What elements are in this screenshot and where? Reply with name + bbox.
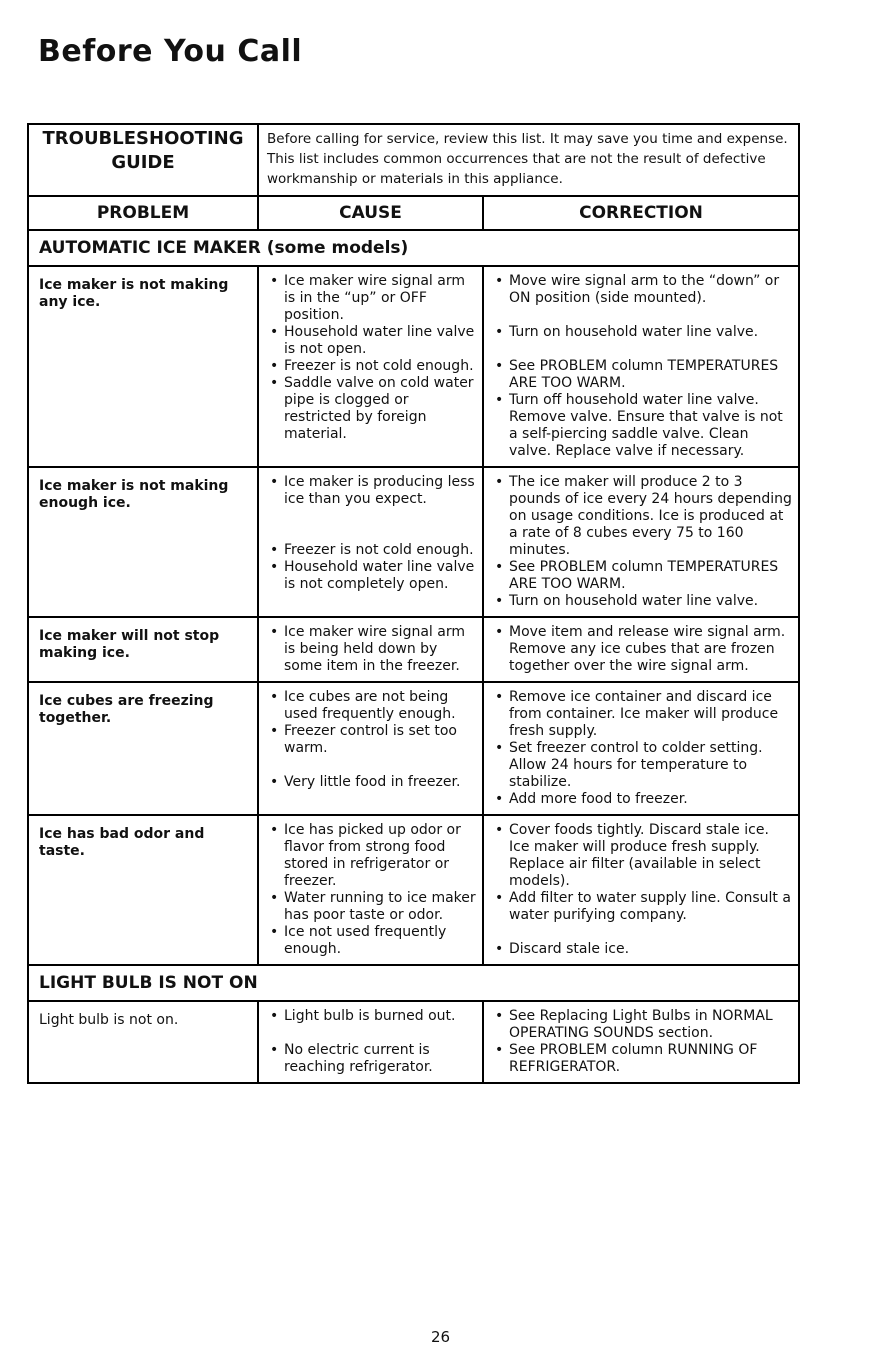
cause-item: • Water running to ice maker has poor taste or odor.: [267, 890, 476, 924]
problem-column-header: PROBLEM: [29, 197, 259, 229]
problem-cell: Ice has bad odor and taste.: [29, 816, 259, 964]
table-row: [29, 468, 798, 618]
correction-item: • Turn on household water line valve.: [492, 324, 792, 341]
guide-header-row: [29, 125, 798, 197]
cause-cell: [259, 618, 484, 681]
cause-item: • Ice not used frequently enough.: [267, 924, 476, 958]
cause-item: • Freezer control is set too warm.: [267, 723, 476, 757]
problem-cell: Ice maker is not making any ice.: [29, 267, 259, 466]
page-number: 26: [430, 1328, 451, 1346]
table-row: [29, 1002, 798, 1082]
section-header-ice-maker: [29, 231, 798, 267]
correction-item: • Move wire signal arm to the “down” or ON position (side mounted).: [492, 273, 792, 307]
correction-item: • See Replacing Light Bulbs in NORMAL OPERATING SOUNDS section.: [492, 1008, 792, 1042]
cause-item: • Household water line valve is not open.: [267, 324, 476, 358]
correction-item: • Set freezer control to colder setting. Allow 24 hours for temperature to stabilize.: [492, 740, 792, 791]
correction-item: • The ice maker will produce 2 to 3 pounds of ice every 24 hours depending on usage conditions. Ice is produced at a rate of 8 cubes every 75 to 160 minutes.: [492, 474, 792, 559]
correction-item: • Cover foods tightly. Discard stale ice. Ice maker will produce fresh supply. Replace air filter (available in select models).: [492, 822, 792, 890]
correction-item: • Move item and release wire signal arm. Remove any ice cubes that are frozen together over the wire signal arm.: [492, 624, 792, 675]
section-title: LIGHT BULB IS NOT ON: [39, 973, 258, 993]
troubleshooting-table: [27, 123, 800, 1084]
problem-cell: Ice cubes are freezing together.: [29, 683, 259, 814]
cause-item: • Ice maker is producing less ice than you expect.: [267, 474, 476, 508]
cause-item: • Ice maker wire signal arm is being held down by some item in the freezer.: [267, 624, 476, 675]
page-title: Before You Call: [38, 34, 303, 69]
cause-item: • No electric current is reaching refrigerator.: [267, 1042, 476, 1076]
cause-item: • Ice has picked up odor or flavor from strong food stored in refrigerator or freezer.: [267, 822, 476, 890]
cause-cell: [259, 1002, 484, 1082]
guide-intro: Before calling for service, review this list. It may save you time and expense. This list includes common occurrences that are not the result of defective workmanship or materials in this appliance.: [267, 131, 788, 187]
guide-title: [29, 125, 259, 195]
correction-cell: [484, 816, 798, 964]
correction-cell: [484, 618, 798, 681]
cause-item: • Household water line valve is not completely open.: [267, 559, 476, 593]
cause-item: • Ice maker wire signal arm is in the “up” or OFF position.: [267, 273, 476, 324]
correction-cell: [484, 468, 798, 616]
problem-cell: Ice maker will not stop making ice.: [29, 618, 259, 681]
table-row: [29, 816, 798, 966]
cause-column-header: CAUSE: [259, 197, 484, 229]
cause-item: • Freezer is not cold enough.: [267, 542, 476, 559]
cause-item: • Freezer is not cold enough.: [267, 358, 476, 375]
correction-item: • Turn off household water line valve. Remove valve. Ensure that valve is not a self-piercing saddle valve. Clean valve. Replace valve if necessary.: [492, 392, 792, 460]
correction-item: • See PROBLEM column RUNNING OF REFRIGERATOR.: [492, 1042, 792, 1076]
cause-cell: [259, 816, 484, 964]
correction-cell: [484, 1002, 798, 1082]
cause-item: • Saddle valve on cold water pipe is clogged or restricted by foreign material.: [267, 375, 476, 443]
problem-cell: Light bulb is not on.: [29, 1002, 259, 1082]
correction-item: • Discard stale ice.: [492, 941, 792, 958]
guide-title-line2: GUIDE: [111, 152, 175, 173]
correction-item: • Add more food to freezer.: [492, 791, 792, 808]
column-header-row: [29, 197, 798, 231]
correction-item: • Add filter to water supply line. Consult a water purifying company.: [492, 890, 792, 924]
cause-item: • Very little food in freezer.: [267, 774, 476, 791]
section-header-light-bulb: [29, 966, 798, 1002]
correction-item: • See PROBLEM column TEMPERATURES ARE TOO WARM.: [492, 358, 792, 392]
cause-cell: [259, 468, 484, 616]
cause-cell: [259, 683, 484, 814]
guide-title-line1: TROUBLESHOOTING: [42, 128, 244, 149]
cause-item: • Light bulb is burned out.: [267, 1008, 476, 1025]
cause-item: • Ice cubes are not being used frequently enough.: [267, 689, 476, 723]
correction-cell: [484, 683, 798, 814]
cause-cell: [259, 267, 484, 466]
table-row: [29, 618, 798, 683]
correction-item: • Remove ice container and discard ice from container. Ice maker will produce fresh supply.: [492, 689, 792, 740]
problem-cell: Ice maker is not making enough ice.: [29, 468, 259, 616]
correction-item: • Turn on household water line valve.: [492, 593, 792, 610]
correction-column-header: CORRECTION: [579, 203, 703, 223]
section-title: AUTOMATIC ICE MAKER (some models): [39, 238, 409, 258]
correction-cell: [484, 267, 798, 466]
table-row: [29, 683, 798, 816]
table-row: [29, 267, 798, 468]
correction-item: • See PROBLEM column TEMPERATURES ARE TOO WARM.: [492, 559, 792, 593]
